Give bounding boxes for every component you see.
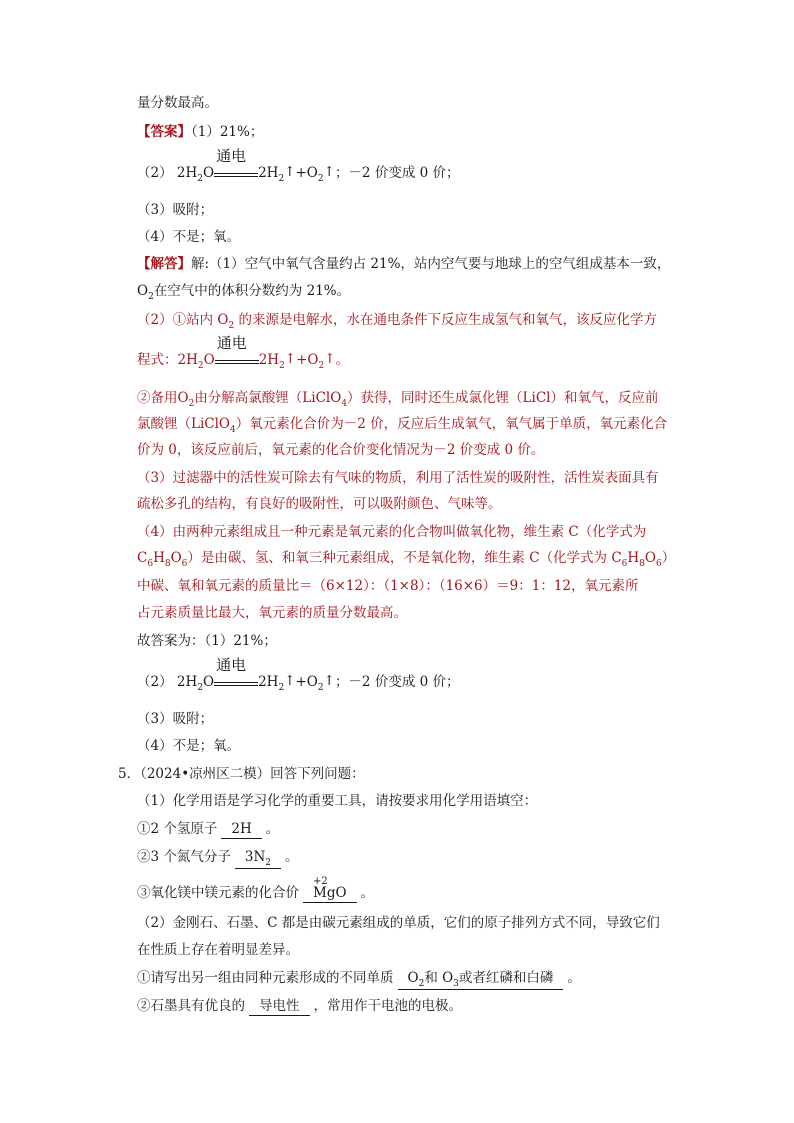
analysis-line-9: 疏松多孔的结构，有良好的吸附性，可以吸附颜色、气味等。 (137, 496, 502, 512)
answer-tag: 【答案】 (137, 124, 191, 140)
final-answer-line-4: （4）不是；氧。 (137, 738, 241, 754)
analysis-line-12: 中碳、氧和氧元素的质量比＝（6×12）：（1×8）：（16×6）＝9：1：12，氧元素所 (137, 578, 639, 594)
analysis-line-8: （3）过滤器中的活性炭可除去有气味的物质，利用了活性炭的吸附性，活性炭表面具有 (137, 470, 659, 486)
final-answer-line-1: 故答案为：（1）21%； (137, 633, 277, 649)
equation-line-1: （2） $2H_2O$ 通电 $2H_2↑+O_2↑$；－2 价变成 0 价； (137, 147, 460, 184)
answer-blank: $O_2$和 $O_3$或者红磷和白磷 (398, 970, 564, 990)
answer-blank: +2 MgO (303, 885, 357, 903)
question-5-1-1: ①2 个氢原子 2H 。 (137, 821, 280, 837)
answer-blank: 导电性 (249, 998, 310, 1016)
final-answer-line-3: （3）吸附； (137, 711, 214, 727)
answer-line-3: （3）吸附； (137, 202, 214, 218)
question-5-part-2-line-1: （2）金刚石、石墨、C 都是由碳元素组成的单质，它们的原子排列方式不同，导致它们 (137, 915, 660, 931)
analysis-line-4: 程式：$2H_2O$ 通电 $2H_2↑+O_2↑$。 (137, 334, 350, 371)
answer-blank: 2H (221, 821, 261, 839)
analysis-line-2: $O_2$在空气中的体积分数约为 21%。 (137, 283, 351, 302)
answer-line-1: 【答案】（1）21%； (137, 124, 264, 140)
analysis-line-5: ②备用$O_2$由分解高氯酸锂（LiClO$_4$）获得，同时还生成氯化锂（LiCl）和氧气，反应前 (137, 390, 659, 409)
question-5-title: 5．（2024•凉州区二模）回答下列问题： (118, 766, 365, 782)
question-5-part-2-line-2: 在性质上存在着明显差异。 (137, 942, 299, 958)
analysis-line-1: 【解答】解:（1）空气中氧气含量约占 21%，站内空气要与地球上的空气组成基本一致， (137, 256, 671, 272)
analysis-line-3: （2）①站内 $O_2$ 的来源是电解水，水在通电条件下反应生成氢气和氧气，该反应化学方 (137, 312, 657, 331)
analysis-line-13: 占元素质量比最大，氧元素的质量分数最高。 (137, 605, 407, 621)
question-5-part-1: （1）化学用语是学习化学的重要工具，请按要求用化学用语填空： (137, 793, 538, 809)
analysis-line-6: 氯酸锂（LiClO$_4$）氧元素化合价为－2 价，反应后生成氧气，氧气属于单质，氧元素化合 (137, 416, 668, 435)
valence-mark: +2 (313, 876, 328, 887)
analysis-line-7: 价为 0，该反应前后，氧元素的化合价变化情况为－2 价变成 0 价。 (137, 442, 545, 458)
question-5-1-2: ②3 个氮气分子 $3N_2$ 。 (137, 849, 299, 868)
line-top: 量分数最高。 (137, 95, 218, 111)
analysis-line-10: （4）由两种元素组成且一种元素是氧元素的化合物叫做氧化物，维生素 C（化学式为 (137, 524, 647, 540)
reaction-condition: 通电 (214, 674, 258, 694)
analysis-tag: 【解答】 (137, 256, 191, 272)
question-5-2-2: ②石墨具有优良的 导电性 ，常用作干电池的电极。 (137, 998, 462, 1014)
answer-line-4: （4）不是；氧。 (137, 229, 241, 245)
equation-line-2: （2） $2H_2O$ 通电 $2H_2↑+O_2↑$；－2 价变成 0 价； (137, 656, 460, 693)
question-5-2-1: ①请写出另一组由同种元素形成的不同单质 $O_2$和 $O_3$或者红磷和白磷 。 (137, 970, 581, 989)
reaction-condition: 通电 (214, 165, 258, 185)
answer-blank: $3N_2$ (235, 849, 281, 869)
reaction-condition: 通电 (215, 352, 259, 372)
analysis-line-11: $C_6H_8O_6$）是由碳、氢、和氧三种元素组成，不是氧化物，维生素 C（化学式为 $C_6H_8O_6$） (137, 550, 676, 569)
question-5-1-3: ③氧化镁中镁元素的化合价 +2 MgO 。 (137, 883, 374, 903)
